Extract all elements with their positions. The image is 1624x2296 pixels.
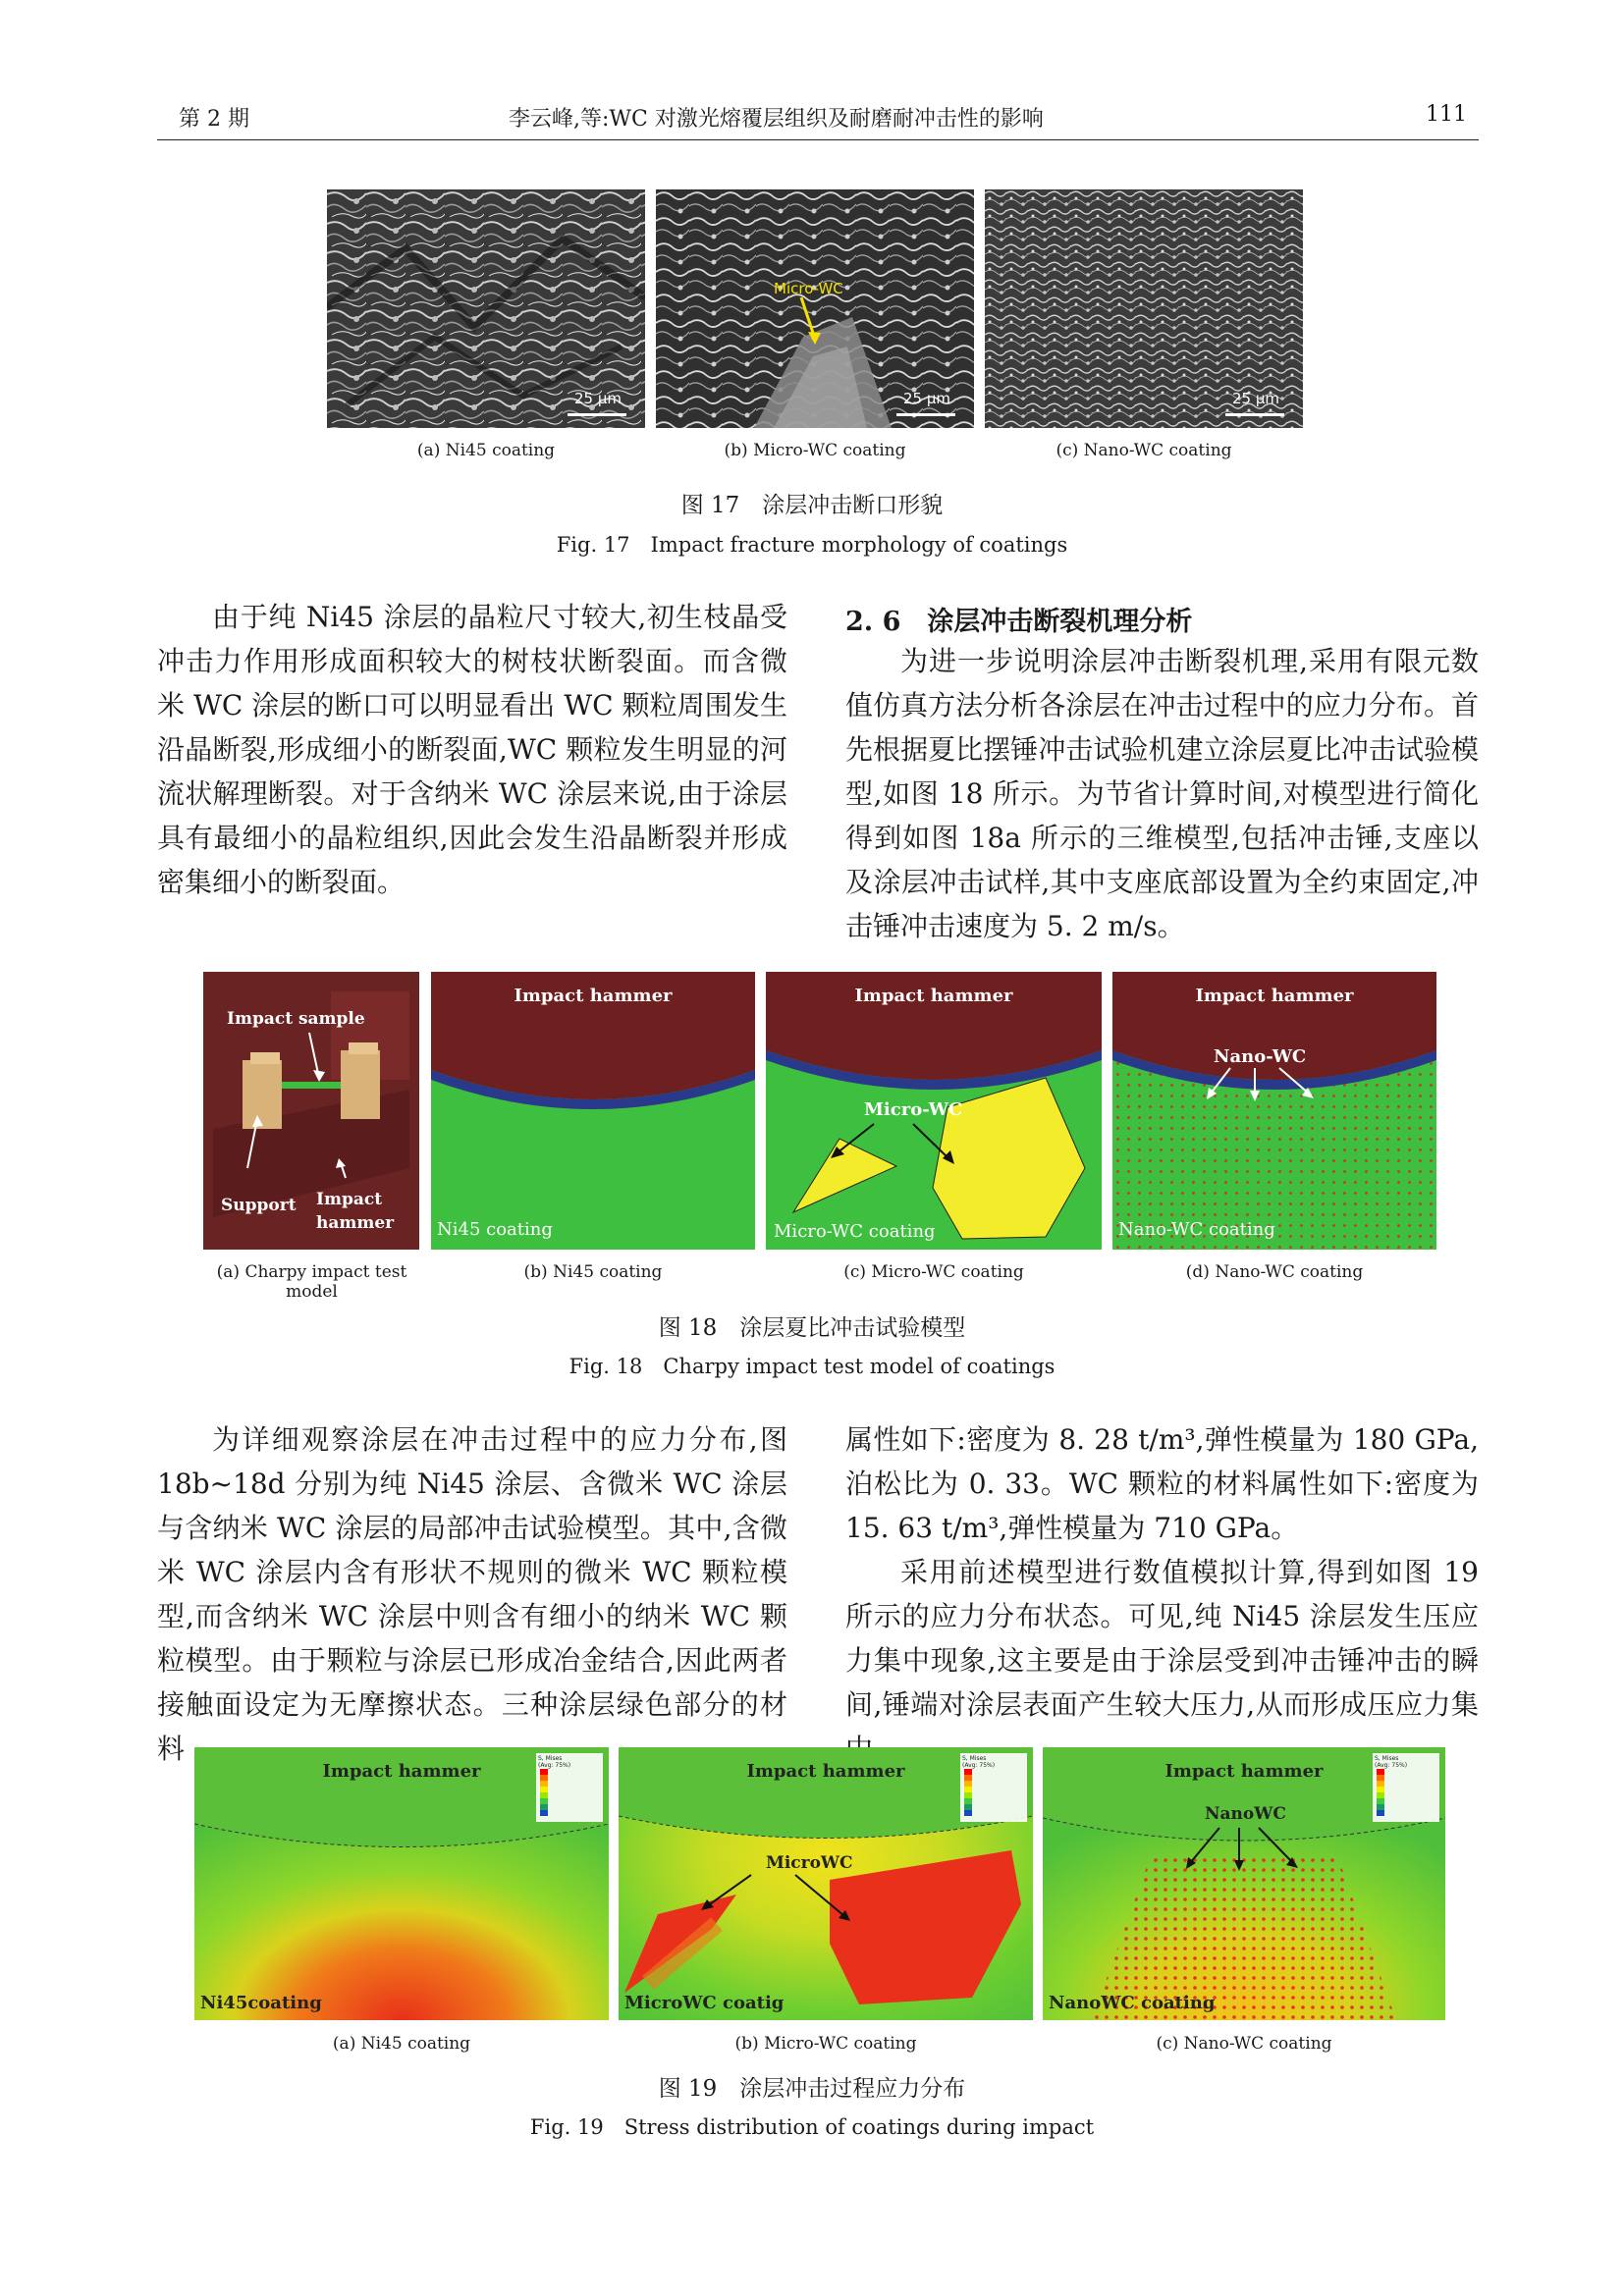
fig17-sublabel-a: (a) Ni45 coating: [416, 441, 556, 460]
paragraph: 为详细观察涂层在冲击过程中的应力分布,图 18b~18d 分别为纯 Ni45 涂层、含微米 WC 涂层与含纳米 WC 涂层的局部冲击试验模型。其中,含微米 WC 涂层内含有形状不规则的微米 WC 颗粒模型,而含纳米 WC 涂层中则含有细小的纳米 WC 颗粒模型。由于颗粒与涂层已形成冶金结合,因此两者接触面设定为无摩擦状态。三种涂层绿色部分的材料: [157, 1423, 787, 1765]
fig17-caption-en: Fig. 17 Impact fracture morphology of coatings: [556, 533, 1068, 557]
scale-bar-label: 25 μm: [574, 390, 623, 407]
impact-hammer-label: Impact hammer: [514, 986, 673, 1006]
impact-label: Impact: [316, 1190, 383, 1209]
ni45-model: [431, 972, 755, 1250]
nano-wc-coating-label: NanoWC coating: [1049, 1993, 1216, 2013]
scale-bar-label: 25 μm: [1232, 390, 1280, 407]
legend-title: S, Mises: [1375, 1755, 1399, 1762]
nano-wc-coating-label: Nano-WC coating: [1118, 1219, 1275, 1240]
legend-title: S, Mises: [962, 1755, 987, 1762]
page-number: 111: [1426, 102, 1467, 127]
micro-wc-annotation: Micro-WC: [774, 280, 843, 297]
ni45-coating-label: Ni45 coating: [437, 1219, 553, 1240]
stress-map-ni45: [194, 1747, 609, 2020]
header-rule: [157, 139, 1479, 140]
fig17-sublabel-c: (c) Nano-WC coating: [1056, 441, 1232, 460]
fig19-sublabel-a: (a) Ni45 coating: [332, 2034, 471, 2054]
sem-image-nano-wc: [985, 189, 1303, 428]
running-header-issue: 第 2 期: [179, 107, 249, 132]
charpy-model-3d: [203, 972, 419, 1250]
hammer-label: hammer: [316, 1213, 395, 1233]
nano-wc-label: Nano-WC: [1214, 1046, 1307, 1067]
impact-hammer-label: Impact hammer: [1195, 986, 1354, 1006]
fig18-sublabel-c: (c) Micro-WC coating: [843, 1262, 1024, 1282]
body-text-left-2: [157, 1417, 787, 1771]
section-heading-2-6: 2. 6 涂层冲击断裂机理分析: [845, 607, 1193, 637]
legend-subtitle: (Avg: 75%): [962, 1762, 996, 1769]
paragraph: 属性如下:密度为 8. 28 t/m³,弹性模量为 180 GPa,泊松比为 0. 33。WC 颗粒的材料属性如下:密度为 15. 63 t/m³,弹性模量为 710 GPa。: [845, 1423, 1479, 1544]
micro-wc-label: MicroWC: [766, 1853, 853, 1873]
micro-wc-coating-label: MicroWC coatig: [624, 1993, 785, 2013]
legend-subtitle: (Avg: 75%): [538, 1762, 571, 1769]
stress-map-micro-wc: [619, 1747, 1033, 2020]
fig19-caption-en: Fig. 19 Stress distribution of coatings during impact: [529, 2115, 1095, 2139]
fig19-sublabel-c: (c) Nano-WC coating: [1156, 2034, 1332, 2054]
legend-subtitle: (Avg: 75%): [1375, 1762, 1408, 1769]
ni45-coating-label: Ni45coating: [200, 1993, 322, 2013]
running-header-title: 李云峰,等:WC 对激光熔覆层组织及耐磨耐冲击性的影响: [509, 107, 1044, 132]
impact-hammer-label: Impact hammer: [854, 986, 1013, 1006]
micro-wc-label: Micro-WC: [864, 1099, 963, 1120]
nano-wc-model: [1112, 972, 1436, 1250]
paragraph: 由于纯 Ni45 涂层的晶粒尺寸较大,初生枝晶受冲击力作用形成面积较大的树枝状断裂面。而含微米 WC 涂层的断口可以明显看出 WC 颗粒周围发生沿晶断裂,形成细小的断裂面,WC 颗粒发生明显的河流状解理断裂。对于含纳米 WC 涂层来说,由于涂层具有最细小的晶粒组织,因此会发生沿晶断裂并形成密集细小的断裂面。: [157, 601, 787, 898]
nano-wc-label: NanoWC: [1205, 1804, 1286, 1824]
fig19-sublabel-b: (b) Micro-WC coating: [734, 2034, 917, 2054]
support-label: Support: [221, 1196, 297, 1215]
impact-hammer-label: Impact hammer: [1164, 1761, 1324, 1782]
impact-sample-label: Impact sample: [227, 1009, 365, 1029]
fig18-caption-en: Fig. 18 Charpy impact test model of coatings: [568, 1355, 1056, 1378]
fig18-sublabel-d: (d) Nano-WC coating: [1185, 1262, 1364, 1282]
sem-image-micro-wc: [656, 189, 974, 428]
micro-wc-model: [766, 972, 1102, 1250]
micro-wc-coating-label: Micro-WC coating: [774, 1221, 936, 1242]
body-text-right-1: [845, 639, 1479, 948]
fig18-sublabel-a: (a) Charpy impact test model: [216, 1262, 407, 1302]
fig19-caption-cn: 图 19 涂层冲击过程应力分布: [658, 2076, 966, 2102]
paragraph: 为进一步说明涂层冲击断裂机理,采用有限元数值仿真方法分析各涂层在冲击过程中的应力分布。首先根据夏比摆锤冲击试验机建立涂层夏比冲击试验模型,如图 18 所示。为节省计算时间,对模型进行简化得到如图 18a 所示的三维模型,包括冲击锤,支座以及涂层冲击试样,其中支座底部设置为全约束固定,冲击锤冲击速度为 5. 2 m/s。: [845, 645, 1479, 942]
body-text-left-1: [157, 595, 787, 904]
stress-map-nano-wc: [1043, 1747, 1445, 2020]
fig17-caption-cn: 图 17 涂层冲击断口形貌: [680, 493, 944, 518]
impact-hammer-label: Impact hammer: [322, 1761, 481, 1782]
sem-image-ni45: [327, 189, 645, 428]
fig17-sublabel-b: (b) Micro-WC coating: [724, 441, 906, 460]
fig18-caption-cn: 图 18 涂层夏比冲击试验模型: [658, 1315, 966, 1341]
body-text-right-2: [845, 1417, 1479, 1771]
legend-title: S, Mises: [538, 1755, 563, 1762]
paragraph: 采用前述模型进行数值模拟计算,得到如图 19 所示的应力分布状态。可见,纯 Ni45 涂层发生压应力集中现象,这主要是由于涂层受到冲击锤冲击的瞬间,锤端对涂层表面产生较大压力,从而形成压应力集: [845, 1556, 1479, 1721]
impact-hammer-label: Impact hammer: [746, 1761, 905, 1782]
scale-bar-label: 25 μm: [903, 390, 951, 407]
fig18-sublabel-b: (b) Ni45 coating: [523, 1262, 663, 1282]
